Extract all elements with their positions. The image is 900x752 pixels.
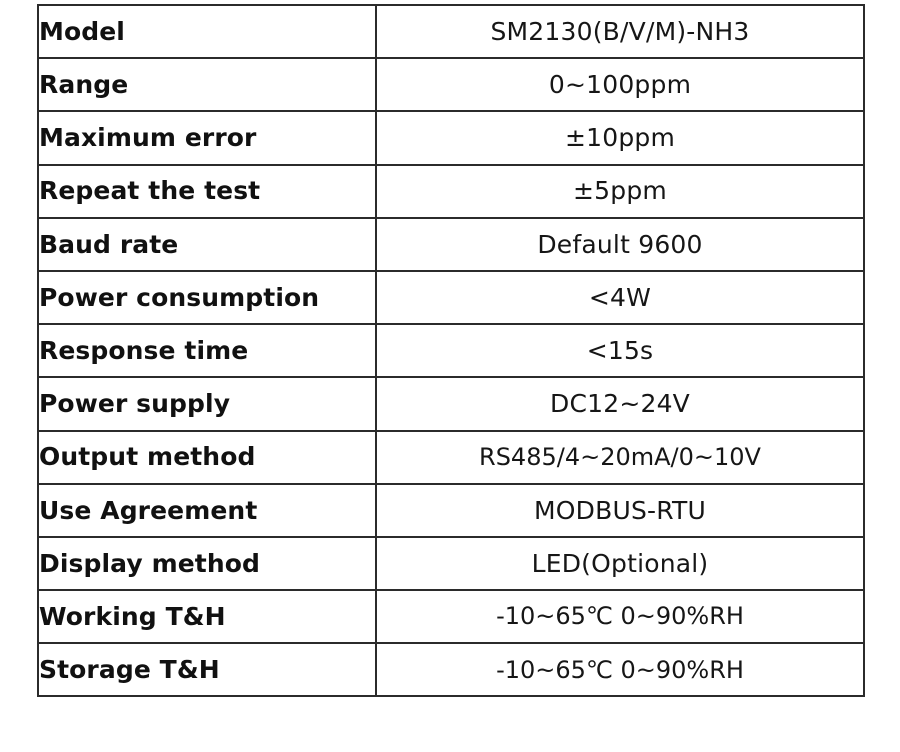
- table-row: [38, 218, 864, 271]
- table-row: [38, 537, 864, 590]
- table-row: [38, 484, 864, 537]
- spec-label: Use Agreement: [38, 484, 376, 537]
- spec-value: <4W: [376, 271, 864, 324]
- spec-label: Response time: [38, 324, 376, 377]
- spec-value: ±5ppm: [376, 165, 864, 218]
- table-row: [38, 5, 864, 58]
- table-body: [38, 5, 864, 696]
- spec-value: ±10ppm: [376, 111, 864, 164]
- spec-label: Storage T&H: [38, 643, 376, 696]
- spec-label: Baud rate: [38, 218, 376, 271]
- spec-value: <15s: [376, 324, 864, 377]
- spec-value: -10~65℃ 0~90%RH: [376, 643, 864, 696]
- table-row: [38, 431, 864, 484]
- spec-value: LED(Optional): [376, 537, 864, 590]
- spec-label: Range: [38, 58, 376, 111]
- spec-label: Working T&H: [38, 590, 376, 643]
- spec-value: MODBUS-RTU: [376, 484, 864, 537]
- spec-value: 0~100ppm: [376, 58, 864, 111]
- spec-value: DC12~24V: [376, 377, 864, 430]
- spec-label: Power consumption: [38, 271, 376, 324]
- spec-value: RS485/4~20mA/0~10V: [376, 431, 864, 484]
- table-row: [38, 58, 864, 111]
- spec-label: Model: [38, 5, 376, 58]
- table-row: [38, 165, 864, 218]
- spec-label: Display method: [38, 537, 376, 590]
- spec-label: Maximum error: [38, 111, 376, 164]
- spec-label: Output method: [38, 431, 376, 484]
- spec-label: Repeat the test: [38, 165, 376, 218]
- spec-value: SM2130(B/V/M)-NH3: [376, 5, 864, 58]
- spec-value: -10~65℃ 0~90%RH: [376, 590, 864, 643]
- table-row: [38, 324, 864, 377]
- specifications-table: [37, 4, 865, 697]
- table-row: [38, 377, 864, 430]
- table-row: [38, 590, 864, 643]
- table-row: [38, 271, 864, 324]
- spec-label: Power supply: [38, 377, 376, 430]
- table-row: [38, 111, 864, 164]
- table-row: [38, 643, 864, 696]
- spec-value: Default 9600: [376, 218, 864, 271]
